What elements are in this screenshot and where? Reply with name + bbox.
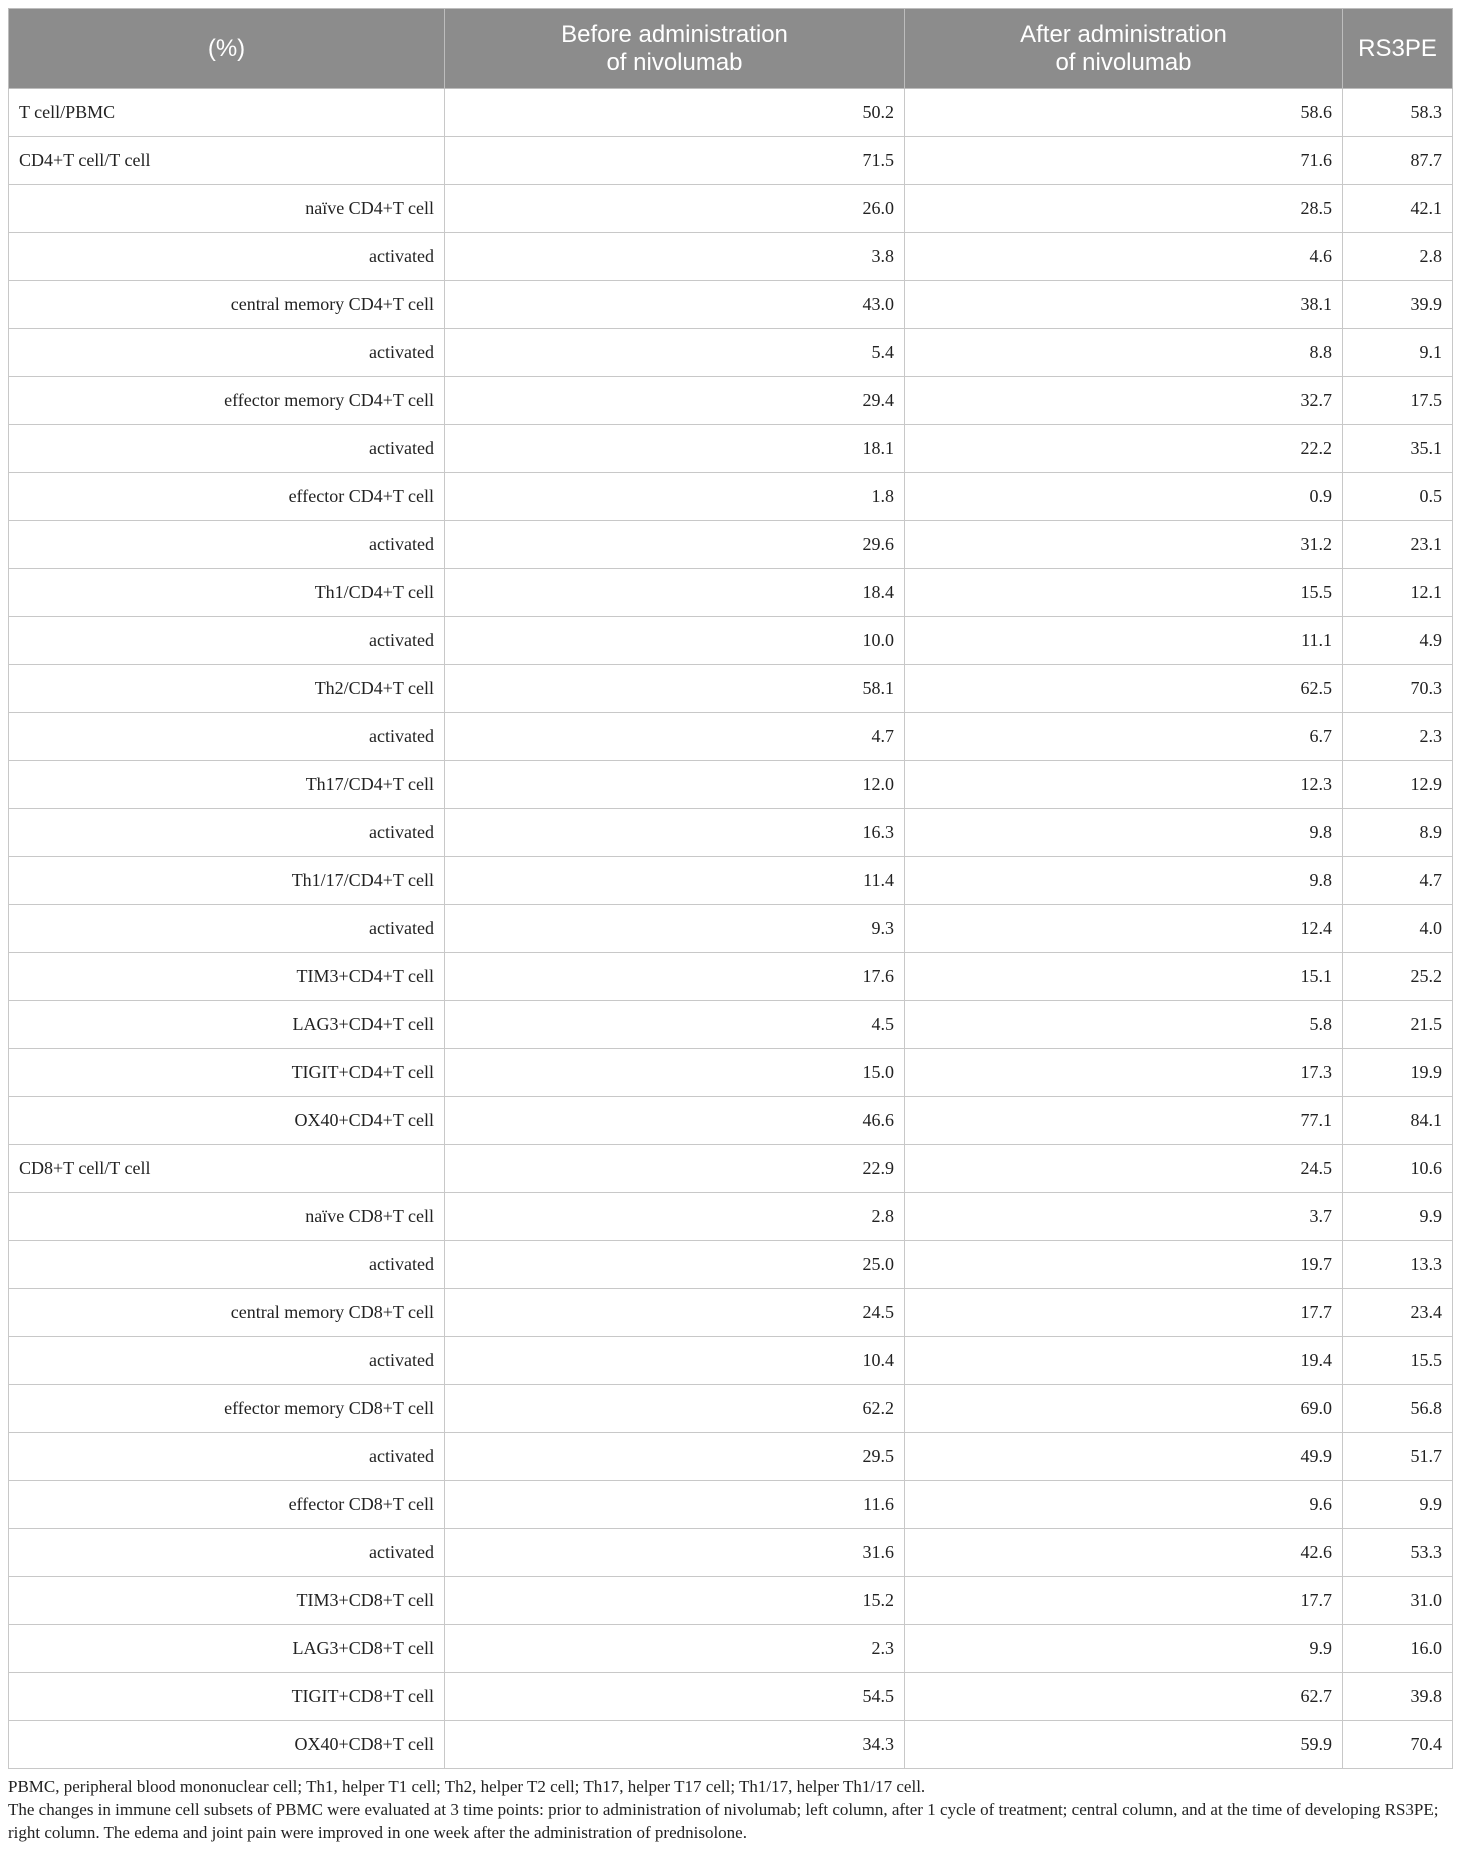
value-after: 0.9 — [905, 473, 1343, 521]
footnote-abbreviations: PBMC, peripheral blood mononuclear cell; Th1, helper T1 cell; Th2, helper T2 cell; Th17, helper T17 cell; Th1/17, helper Th1/17 cell. — [8, 1777, 926, 1796]
footnote-description: The changes in immune cell subsets of PBMC were evaluated at 3 time points: prior to administration of nivolumab; left column, after 1 cycle of treatment; central column, and at the time of developing RS3PE; right column. The edema and joint pain were improved in one week after the administration of prednisolone. — [8, 1800, 1439, 1842]
table-row — [9, 1001, 1453, 1049]
value-before: 29.6 — [445, 521, 905, 569]
value-after: 15.5 — [905, 569, 1343, 617]
header-after-line2: of nivolumab — [1055, 48, 1192, 76]
row-label: activated — [9, 1337, 445, 1385]
table-row — [9, 329, 1453, 377]
row-label: activated — [9, 1529, 445, 1577]
value-before: 10.4 — [445, 1337, 905, 1385]
value-after: 58.6 — [905, 89, 1343, 137]
row-label: TIGIT+CD4+T cell — [9, 1049, 445, 1097]
table-row — [9, 473, 1453, 521]
value-before: 16.3 — [445, 809, 905, 857]
row-label: OX40+CD8+T cell — [9, 1721, 445, 1769]
value-rs3pe: 53.3 — [1343, 1529, 1453, 1577]
table-row — [9, 425, 1453, 473]
value-after: 28.5 — [905, 185, 1343, 233]
row-label: LAG3+CD8+T cell — [9, 1625, 445, 1673]
header-unit — [9, 9, 445, 89]
row-label: activated — [9, 329, 445, 377]
value-before: 12.0 — [445, 761, 905, 809]
value-before: 71.5 — [445, 137, 905, 185]
table-row — [9, 1529, 1453, 1577]
value-before: 15.0 — [445, 1049, 905, 1097]
table-row — [9, 1385, 1453, 1433]
value-before: 18.4 — [445, 569, 905, 617]
value-rs3pe: 58.3 — [1343, 89, 1453, 137]
row-label: effector memory CD4+T cell — [9, 377, 445, 425]
value-before: 31.6 — [445, 1529, 905, 1577]
value-rs3pe: 4.7 — [1343, 857, 1453, 905]
table-row — [9, 713, 1453, 761]
table-row — [9, 953, 1453, 1001]
table-row — [9, 1481, 1453, 1529]
table-row — [9, 185, 1453, 233]
value-before: 9.3 — [445, 905, 905, 953]
table-row — [9, 1289, 1453, 1337]
row-label: effector CD8+T cell — [9, 1481, 445, 1529]
header-rs3pe-label: RS3PE — [1358, 34, 1437, 62]
immune-cell-table — [8, 8, 1453, 1769]
value-after: 71.6 — [905, 137, 1343, 185]
value-rs3pe: 10.6 — [1343, 1145, 1453, 1193]
table-row — [9, 617, 1453, 665]
value-rs3pe: 12.9 — [1343, 761, 1453, 809]
row-label: Th17/CD4+T cell — [9, 761, 445, 809]
value-after: 69.0 — [905, 1385, 1343, 1433]
table-row — [9, 569, 1453, 617]
value-before: 24.5 — [445, 1289, 905, 1337]
value-rs3pe: 4.0 — [1343, 905, 1453, 953]
value-before: 5.4 — [445, 329, 905, 377]
table-row — [9, 809, 1453, 857]
row-label: TIGIT+CD8+T cell — [9, 1673, 445, 1721]
table-header-row — [9, 9, 1453, 89]
value-before: 22.9 — [445, 1145, 905, 1193]
value-after: 77.1 — [905, 1097, 1343, 1145]
table-row — [9, 1433, 1453, 1481]
value-after: 3.7 — [905, 1193, 1343, 1241]
value-after: 6.7 — [905, 713, 1343, 761]
value-rs3pe: 21.5 — [1343, 1001, 1453, 1049]
value-after: 22.2 — [905, 425, 1343, 473]
value-before: 11.4 — [445, 857, 905, 905]
value-before: 10.0 — [445, 617, 905, 665]
row-label: activated — [9, 809, 445, 857]
row-label: Th1/17/CD4+T cell — [9, 857, 445, 905]
header-unit-label: (%) — [207, 34, 246, 62]
table-footnotes — [8, 1775, 1452, 1844]
header-after — [905, 9, 1343, 89]
value-after: 9.8 — [905, 857, 1343, 905]
row-label: activated — [9, 905, 445, 953]
value-after: 17.7 — [905, 1289, 1343, 1337]
table-row — [9, 233, 1453, 281]
value-before: 29.5 — [445, 1433, 905, 1481]
value-rs3pe: 8.9 — [1343, 809, 1453, 857]
value-rs3pe: 56.8 — [1343, 1385, 1453, 1433]
value-before: 18.1 — [445, 425, 905, 473]
table-row — [9, 1145, 1453, 1193]
header-before-line2: of nivolumab — [606, 48, 743, 76]
value-before: 25.0 — [445, 1241, 905, 1289]
table-row — [9, 905, 1453, 953]
header-after-line1: After administration — [1020, 20, 1227, 48]
table-row — [9, 1241, 1453, 1289]
value-before: 17.6 — [445, 953, 905, 1001]
value-rs3pe: 70.3 — [1343, 665, 1453, 713]
value-before: 4.5 — [445, 1001, 905, 1049]
value-rs3pe: 2.8 — [1343, 233, 1453, 281]
value-rs3pe: 9.9 — [1343, 1481, 1453, 1529]
row-label: activated — [9, 1241, 445, 1289]
value-rs3pe: 23.4 — [1343, 1289, 1453, 1337]
value-rs3pe: 42.1 — [1343, 185, 1453, 233]
value-after: 12.4 — [905, 905, 1343, 953]
table-row — [9, 377, 1453, 425]
value-rs3pe: 12.1 — [1343, 569, 1453, 617]
value-rs3pe: 16.0 — [1343, 1625, 1453, 1673]
value-after: 12.3 — [905, 761, 1343, 809]
value-before: 58.1 — [445, 665, 905, 713]
row-label: Th2/CD4+T cell — [9, 665, 445, 713]
value-before: 2.3 — [445, 1625, 905, 1673]
value-before: 4.7 — [445, 713, 905, 761]
table-row — [9, 1673, 1453, 1721]
value-after: 15.1 — [905, 953, 1343, 1001]
value-rs3pe: 51.7 — [1343, 1433, 1453, 1481]
value-after: 62.7 — [905, 1673, 1343, 1721]
value-rs3pe: 84.1 — [1343, 1097, 1453, 1145]
value-after: 32.7 — [905, 377, 1343, 425]
value-after: 31.2 — [905, 521, 1343, 569]
value-after: 9.6 — [905, 1481, 1343, 1529]
value-before: 50.2 — [445, 89, 905, 137]
row-label: OX40+CD4+T cell — [9, 1097, 445, 1145]
value-rs3pe: 19.9 — [1343, 1049, 1453, 1097]
value-after: 24.5 — [905, 1145, 1343, 1193]
row-label: Th1/CD4+T cell — [9, 569, 445, 617]
value-rs3pe: 70.4 — [1343, 1721, 1453, 1769]
value-rs3pe: 31.0 — [1343, 1577, 1453, 1625]
table-row — [9, 1049, 1453, 1097]
value-rs3pe: 4.9 — [1343, 617, 1453, 665]
value-after: 8.8 — [905, 329, 1343, 377]
row-label: CD8+T cell/T cell — [9, 1145, 445, 1193]
row-label: activated — [9, 425, 445, 473]
value-after: 9.8 — [905, 809, 1343, 857]
value-after: 19.7 — [905, 1241, 1343, 1289]
row-label: effector CD4+T cell — [9, 473, 445, 521]
value-rs3pe: 13.3 — [1343, 1241, 1453, 1289]
value-before: 3.8 — [445, 233, 905, 281]
value-rs3pe: 2.3 — [1343, 713, 1453, 761]
value-after: 5.8 — [905, 1001, 1343, 1049]
value-before: 1.8 — [445, 473, 905, 521]
value-before: 54.5 — [445, 1673, 905, 1721]
value-after: 49.9 — [905, 1433, 1343, 1481]
value-before: 11.6 — [445, 1481, 905, 1529]
value-rs3pe: 87.7 — [1343, 137, 1453, 185]
table-row — [9, 1097, 1453, 1145]
value-before: 15.2 — [445, 1577, 905, 1625]
row-label: TIM3+CD8+T cell — [9, 1577, 445, 1625]
value-after: 9.9 — [905, 1625, 1343, 1673]
table-row — [9, 665, 1453, 713]
value-rs3pe: 39.8 — [1343, 1673, 1453, 1721]
value-before: 34.3 — [445, 1721, 905, 1769]
row-label: activated — [9, 521, 445, 569]
table-row — [9, 1337, 1453, 1385]
row-label: LAG3+CD4+T cell — [9, 1001, 445, 1049]
value-after: 38.1 — [905, 281, 1343, 329]
row-label: central memory CD8+T cell — [9, 1289, 445, 1337]
value-before: 46.6 — [445, 1097, 905, 1145]
row-label: naïve CD4+T cell — [9, 185, 445, 233]
value-before: 62.2 — [445, 1385, 905, 1433]
header-rs3pe — [1343, 9, 1453, 89]
table-container — [8, 8, 1452, 1844]
value-after: 19.4 — [905, 1337, 1343, 1385]
value-rs3pe: 15.5 — [1343, 1337, 1453, 1385]
row-label: activated — [9, 1433, 445, 1481]
value-before: 29.4 — [445, 377, 905, 425]
value-after: 42.6 — [905, 1529, 1343, 1577]
value-after: 11.1 — [905, 617, 1343, 665]
value-after: 17.7 — [905, 1577, 1343, 1625]
value-after: 17.3 — [905, 1049, 1343, 1097]
table-row — [9, 137, 1453, 185]
table-row — [9, 1721, 1453, 1769]
table-row — [9, 1193, 1453, 1241]
value-after: 59.9 — [905, 1721, 1343, 1769]
table-row — [9, 1577, 1453, 1625]
row-label: effector memory CD8+T cell — [9, 1385, 445, 1433]
value-rs3pe: 17.5 — [1343, 377, 1453, 425]
value-rs3pe: 9.9 — [1343, 1193, 1453, 1241]
row-label: activated — [9, 617, 445, 665]
table-row — [9, 521, 1453, 569]
value-rs3pe: 9.1 — [1343, 329, 1453, 377]
row-label: CD4+T cell/T cell — [9, 137, 445, 185]
header-before-line1: Before administration — [561, 20, 788, 48]
row-label: activated — [9, 713, 445, 761]
value-rs3pe: 23.1 — [1343, 521, 1453, 569]
value-rs3pe: 39.9 — [1343, 281, 1453, 329]
row-label: central memory CD4+T cell — [9, 281, 445, 329]
row-label: T cell/PBMC — [9, 89, 445, 137]
value-after: 62.5 — [905, 665, 1343, 713]
table-row — [9, 857, 1453, 905]
value-rs3pe: 35.1 — [1343, 425, 1453, 473]
table-row — [9, 761, 1453, 809]
table-row — [9, 281, 1453, 329]
value-rs3pe: 25.2 — [1343, 953, 1453, 1001]
value-rs3pe: 0.5 — [1343, 473, 1453, 521]
row-label: naïve CD8+T cell — [9, 1193, 445, 1241]
value-before: 2.8 — [445, 1193, 905, 1241]
table-row — [9, 89, 1453, 137]
value-before: 26.0 — [445, 185, 905, 233]
header-before — [445, 9, 905, 89]
value-before: 43.0 — [445, 281, 905, 329]
row-label: TIM3+CD4+T cell — [9, 953, 445, 1001]
value-after: 4.6 — [905, 233, 1343, 281]
table-row — [9, 1625, 1453, 1673]
row-label: activated — [9, 233, 445, 281]
table-body — [9, 89, 1453, 1769]
